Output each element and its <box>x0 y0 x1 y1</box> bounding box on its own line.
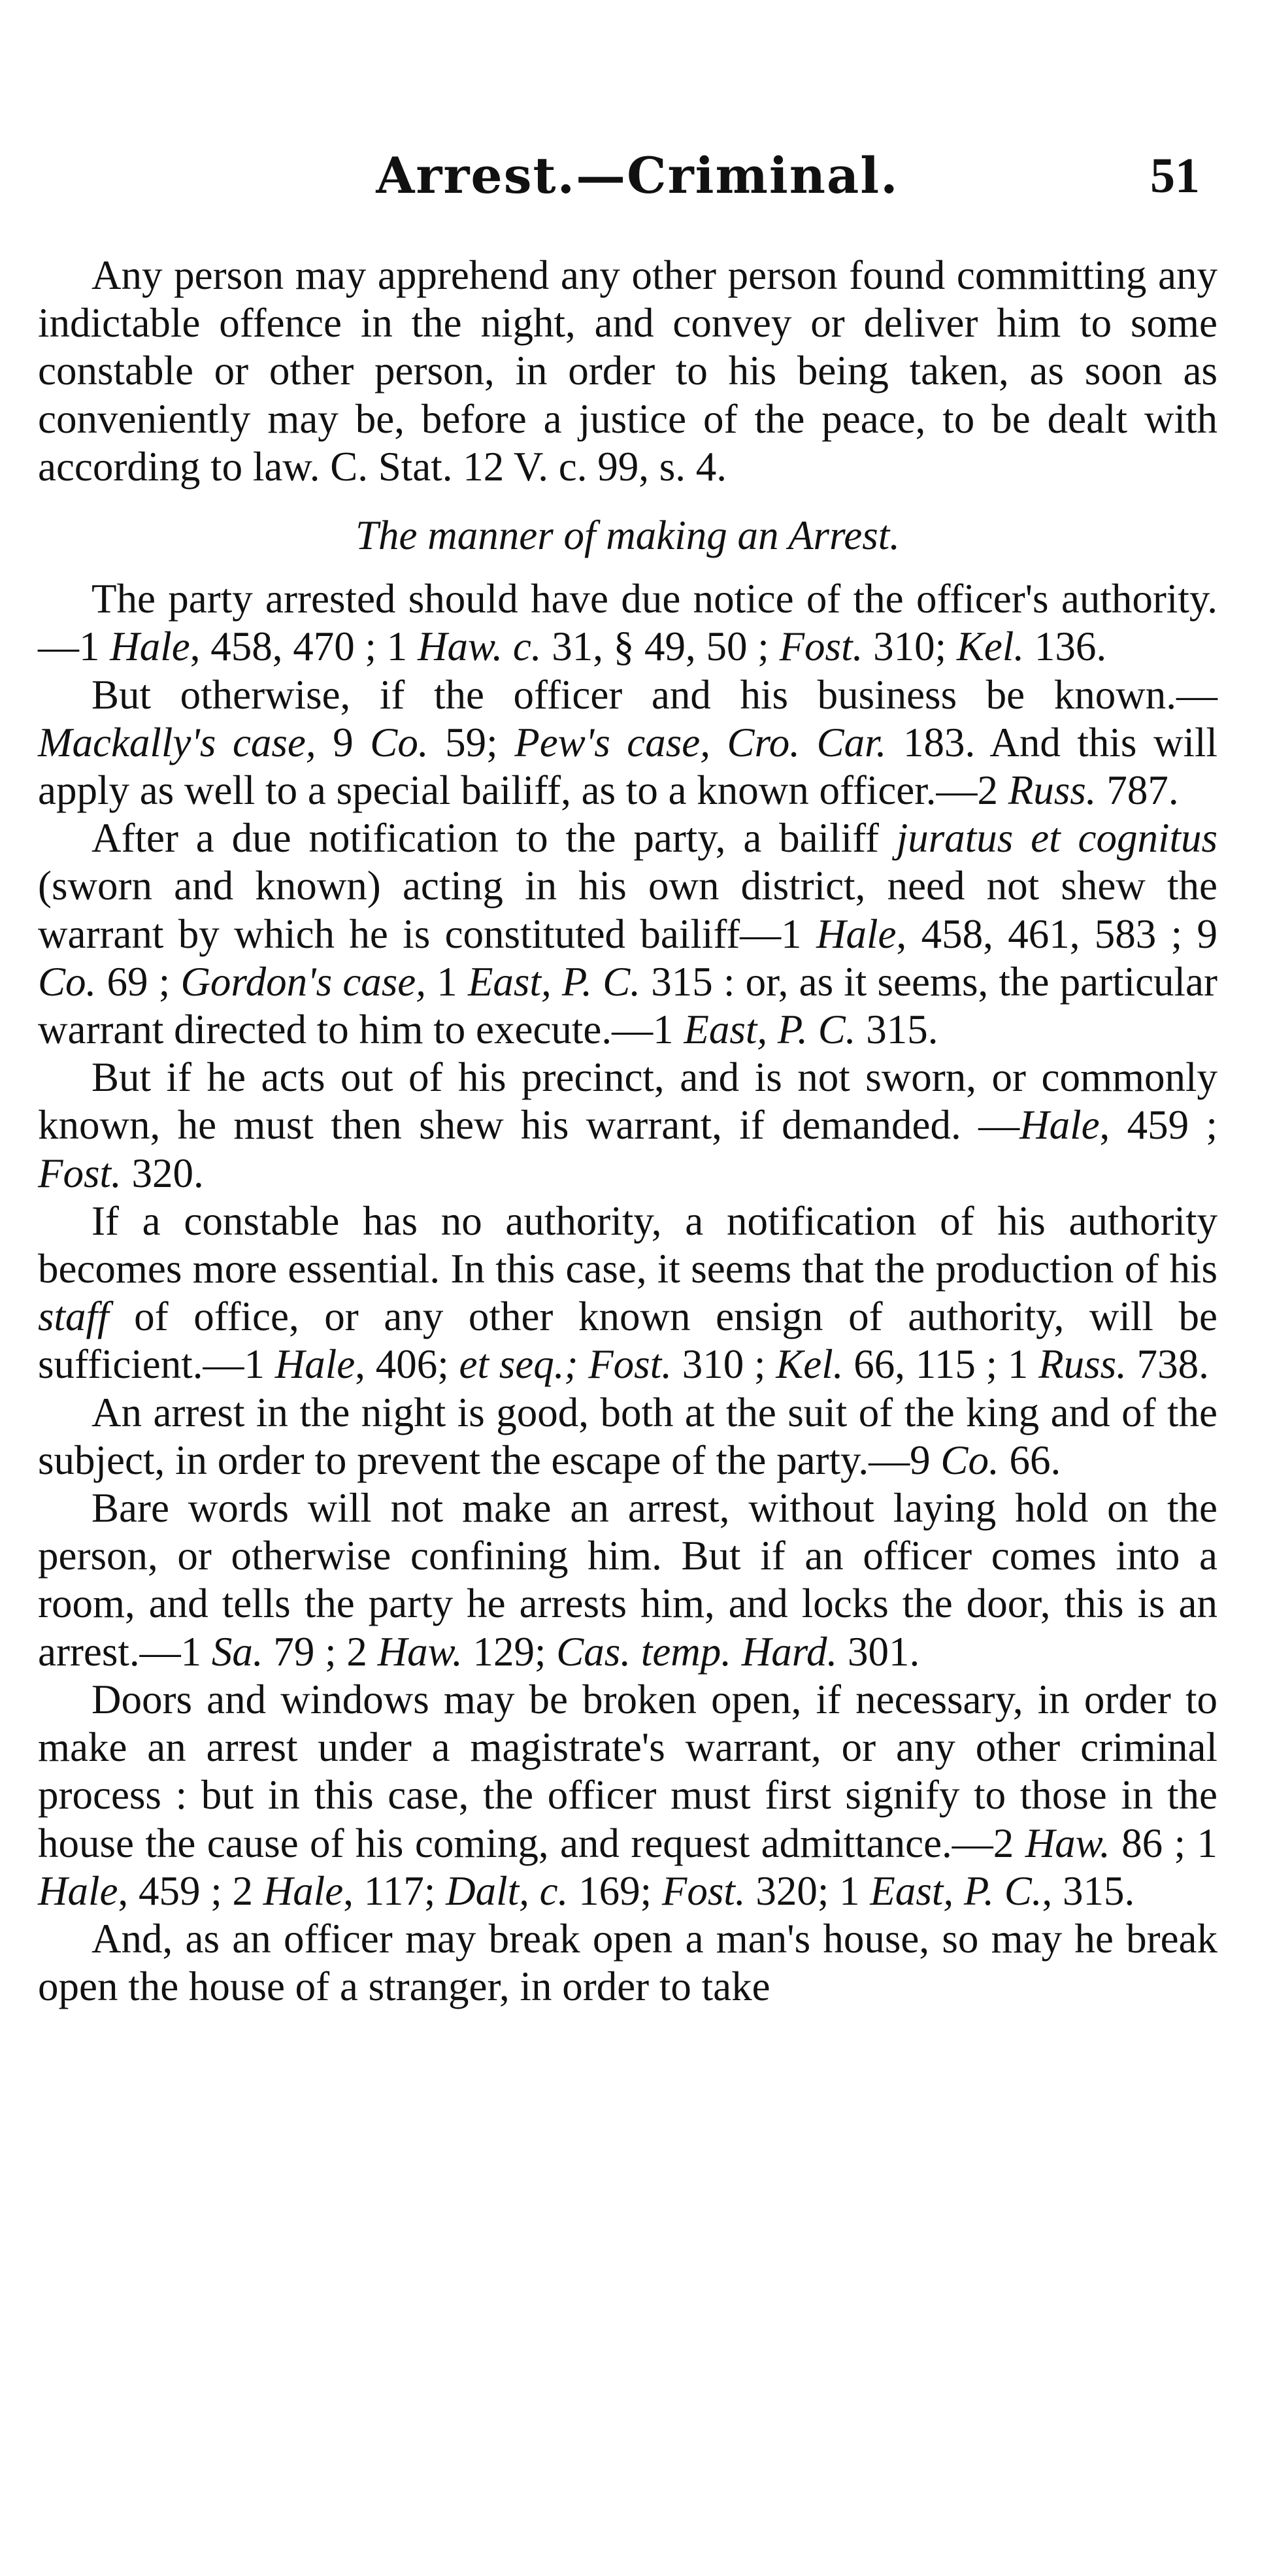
italic-text: Kel. <box>956 624 1025 670</box>
text-run: 59; <box>428 719 515 765</box>
italic-text: Fost. <box>38 1150 122 1196</box>
italic-text: Hale <box>1019 1102 1100 1148</box>
text-run: 66, 115 ; 1 <box>843 1341 1039 1388</box>
italic-text: et seq.; Fost. <box>459 1341 672 1388</box>
text-run: 315 : or, as it seems, the particular warrant directed to him to execute.—1 <box>38 958 1217 1053</box>
running-title: Arrest.—Criminal. <box>376 146 899 205</box>
italic-text: Dalt, c. <box>446 1867 569 1914</box>
italic-text: Hale <box>263 1867 344 1914</box>
text-run: Bare words will not make an arrest, without laying hold on the person, or otherwise confining him. But if an officer comes into a room, and tells the party he arrests him, and locks the door, this is an arrest.—1 <box>38 1485 1217 1675</box>
text-run: 79 ; 2 <box>263 1628 378 1675</box>
paragraph <box>38 1915 1217 2011</box>
paragraph <box>38 575 1217 671</box>
italic-text: Hale <box>274 1341 356 1388</box>
text-run: 129; <box>462 1628 557 1675</box>
text-run: 310; <box>863 624 957 670</box>
text-run: 315. <box>855 1007 938 1053</box>
text-run: Doors and windows may be broken open, if necessary, in order to make an arrest under a magistrate's warrant, or any other criminal process : but in this case, the officer must first signify to those in the house the cause of his coming, and request admittance.—2 <box>38 1676 1217 1866</box>
italic-text: Sa. <box>211 1628 263 1675</box>
paragraph <box>38 671 1217 815</box>
italic-text: The manner of making an Arrest. <box>356 512 900 559</box>
text-run: 66. <box>999 1437 1061 1483</box>
text-run: 301. <box>837 1628 920 1675</box>
text-run: After a due notification to the party, a bailiff <box>91 815 897 861</box>
italic-text: juratus et cognitus <box>896 815 1217 861</box>
paragraph <box>38 1389 1217 1484</box>
italic-text: East, P. C. <box>684 1007 856 1053</box>
paragraph <box>38 1676 1217 1915</box>
text-run: , 458, 470 ; 1 <box>190 624 418 670</box>
italic-text: Co. <box>38 958 97 1005</box>
italic-text: Hale <box>816 911 897 957</box>
text-run: If a constable has no authority, a notification of his authority becomes more essential. In this case, it seems that the production of his <box>38 1197 1217 1292</box>
italic-text: Pew's case, Cro. Car. <box>514 719 887 765</box>
text-run: , 315. <box>1042 1867 1135 1914</box>
text-run: 86 ; 1 <box>1110 1820 1217 1866</box>
text-run: 320; 1 <box>745 1867 870 1914</box>
text-run: And, as an officer may break open a man's house, so may he break open the house of a stranger, in order to take <box>38 1915 1217 2010</box>
italic-text: East, P. C. <box>870 1867 1042 1914</box>
italic-text: Haw. <box>1025 1820 1110 1866</box>
italic-text: Haw. c. <box>417 624 542 670</box>
page-header <box>0 140 1275 212</box>
text-run: Any person may apprehend any other person found committing any indictable offence in the night, and convey or deliver him to some constable or other person, in order to his being taken, as soon as conveniently may be, before a justice of the peace, to be dealt with according to law. C. Stat. 12 V. c. 99, s. 4. <box>38 252 1217 490</box>
italic-text: Cas. temp. Hard. <box>556 1628 838 1675</box>
text-run: , 117; <box>343 1867 446 1914</box>
italic-text: Haw. <box>377 1628 463 1675</box>
text-run: 169; <box>568 1867 662 1914</box>
italic-text: Fost. <box>779 624 863 670</box>
text-run: But otherwise, if the officer and his business be known.— <box>91 671 1217 718</box>
text-run: , 406; <box>355 1341 459 1388</box>
italic-text: Co. <box>940 1437 999 1483</box>
text-run: 320. <box>121 1150 204 1196</box>
text-run: 787. <box>1096 767 1179 814</box>
italic-text: Hale <box>110 624 190 670</box>
italic-text: East, P. C. <box>467 958 641 1005</box>
italic-text: Kel. <box>776 1341 844 1388</box>
text-run: (sworn and known) acting in his own district, need not shew the warrant by which he is constituted bailiff—1 <box>38 863 1217 957</box>
paragraph <box>38 1197 1217 1389</box>
paragraph <box>38 1484 1217 1676</box>
body-text <box>38 252 1217 2011</box>
text-run: 9 <box>316 719 371 765</box>
text-run: 1 <box>426 958 468 1005</box>
section-heading <box>38 512 1217 560</box>
text-run: But if he acts out of his precinct, and is not sworn, or commonly known, he must then shew his warrant, if demanded. — <box>38 1054 1217 1148</box>
italic-text: Russ. <box>1008 767 1097 814</box>
italic-text: Fost. <box>661 1867 746 1914</box>
text-run: 136. <box>1024 624 1107 670</box>
text-run: The party arrested should have due notice of the officer's authority.—1 <box>38 576 1217 670</box>
paragraph <box>38 814 1217 1054</box>
page-number: 51 <box>1150 148 1200 203</box>
italic-text: staff <box>38 1294 109 1340</box>
text-run: 310 ; <box>671 1341 776 1388</box>
text-run: 31, § 49, 50 ; <box>541 624 780 670</box>
italic-text: Co. <box>370 719 429 765</box>
text-run: , 458, 461, 583 ; 9 <box>896 911 1217 957</box>
text-run: 738. <box>1126 1341 1209 1388</box>
italic-text: Mackally's case, <box>38 719 316 765</box>
text-run: An arrest in the night is good, both at the suit of the king and of the subject, in order to prevent the escape of the party.—9 <box>38 1389 1217 1483</box>
paragraph <box>38 1054 1217 1197</box>
paragraph <box>38 252 1217 491</box>
italic-text: Russ. <box>1038 1341 1127 1388</box>
text-run: of office, or any other known ensign of authority, will be sufficient.—1 <box>38 1294 1217 1388</box>
italic-text: Gordon's case, <box>180 958 427 1005</box>
text-run: 183. And this will apply as well to a special bailiff, as to a known officer.—2 <box>38 719 1217 814</box>
text-run: , 459 ; 2 <box>118 1867 263 1914</box>
italic-text: Hale <box>38 1867 118 1914</box>
text-run: , 459 ; <box>1099 1102 1217 1148</box>
text-run: 69 ; <box>96 958 181 1005</box>
